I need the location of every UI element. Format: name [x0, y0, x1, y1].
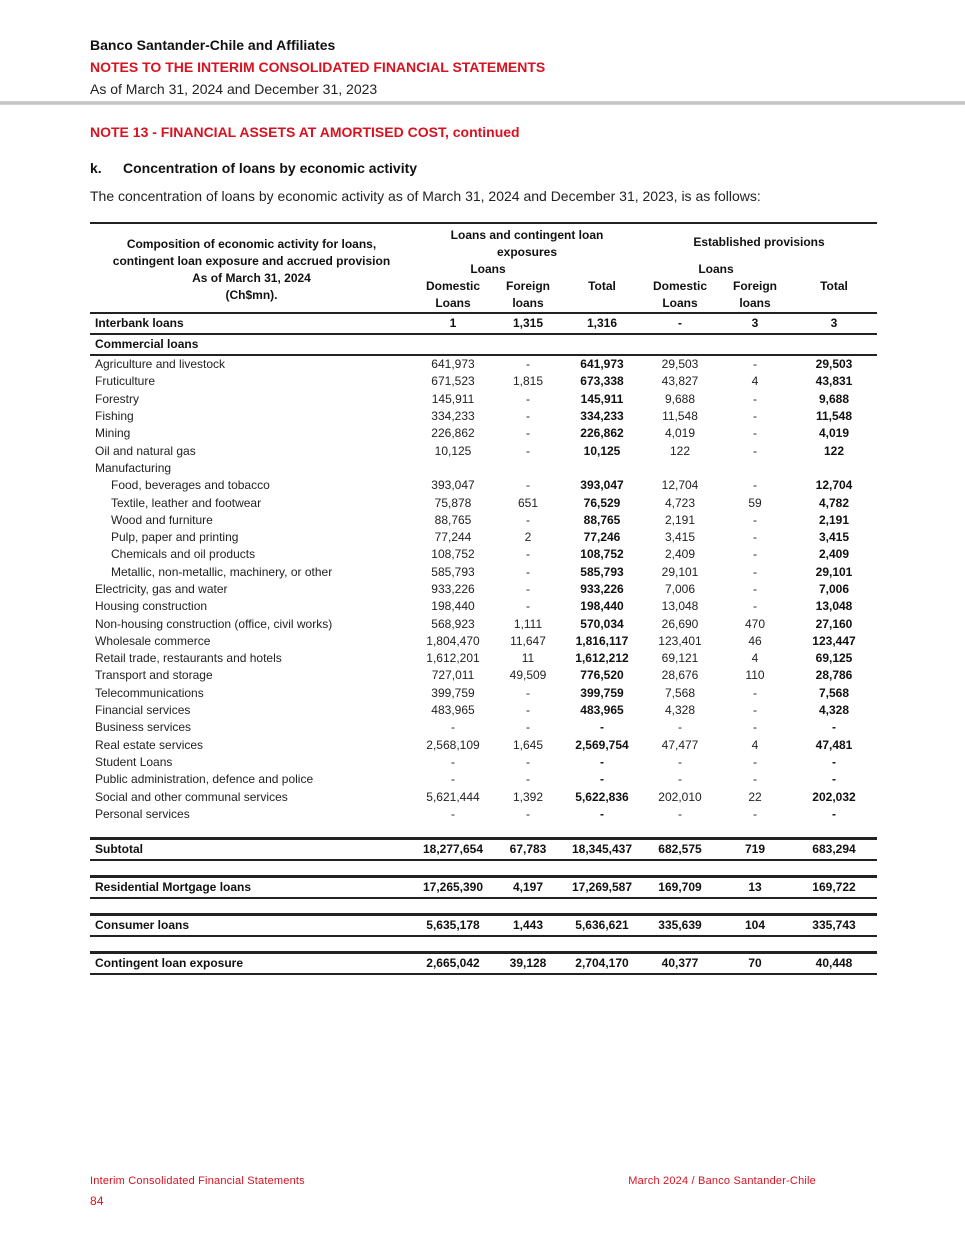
row-spacer [90, 860, 877, 877]
table-row [90, 494, 877, 511]
section-letter: k. [90, 160, 102, 176]
cell: 47,481 [815, 737, 853, 752]
cell: 470 [744, 616, 766, 631]
row-label: Manufacturing [95, 460, 172, 475]
row-label: Consumer loans [90, 915, 413, 937]
cell: - [526, 391, 530, 406]
cell: 4,723 [664, 495, 696, 510]
cell: 1,804,470 [426, 633, 480, 648]
row-spacer [90, 823, 877, 839]
corner-header-line: Composition of economic activity for loans, [126, 237, 377, 251]
cell: 585,793 [580, 564, 624, 579]
cell: 4 [751, 374, 759, 389]
cell: 393,047 [431, 478, 475, 493]
cell: 13,048 [815, 599, 853, 614]
col-header-line2: Loans [435, 296, 471, 310]
cell: 108,752 [431, 547, 475, 562]
table-row [90, 719, 877, 736]
section-heading [90, 160, 417, 176]
corner-header [90, 223, 413, 313]
cell: 2,409 [664, 547, 696, 562]
cell: - [526, 409, 530, 424]
header-divider [0, 101, 965, 105]
cell: 77,246 [583, 530, 621, 545]
cell: - [753, 720, 757, 735]
cell: 682,575 [641, 839, 719, 861]
cell: 334,233 [431, 409, 475, 424]
corner-header-line: As of March 31, 2024 [192, 271, 311, 285]
col-header-line2 [563, 295, 641, 313]
cell: 776,520 [580, 668, 624, 683]
cell: 568,923 [431, 616, 475, 631]
cell: - [753, 426, 757, 441]
cell: 4 [751, 737, 759, 752]
corner-header-line: contingent loan exposure and accrued provision [112, 254, 391, 268]
cell: 641,973 [580, 357, 624, 372]
row-label: Textile, leather and footwear [111, 495, 262, 510]
cell: - [526, 512, 530, 527]
row-label: Fruticulture [95, 374, 156, 389]
cell: 110 [745, 668, 765, 683]
cell [641, 460, 719, 477]
row-label: Student Loans [95, 754, 173, 769]
table-row [90, 754, 877, 771]
table-row [90, 633, 877, 650]
row-spacer [90, 936, 877, 953]
cell: 1,612,212 [575, 651, 629, 666]
row-label: Public administration, defence and police [95, 772, 314, 787]
cell: 122 [669, 443, 691, 458]
cell: - [451, 754, 455, 769]
row-label: Commercial loans [90, 334, 413, 355]
cell: 5,636,621 [563, 915, 641, 937]
table-row [90, 373, 877, 390]
table-row [90, 650, 877, 667]
cell: 18,345,437 [563, 839, 641, 861]
col-header-line2: Loans [662, 296, 698, 310]
cell: 671,523 [431, 374, 475, 389]
cell: 13,048 [661, 599, 699, 614]
cell: - [526, 806, 530, 821]
col-header-line2 [791, 295, 877, 313]
col-header-total: Total [588, 279, 616, 293]
cell: - [753, 443, 757, 458]
cell: - [451, 806, 455, 821]
commercial-header-row [90, 334, 877, 355]
cell: 9,688 [818, 391, 850, 406]
table-body [90, 313, 877, 974]
cell: - [753, 806, 757, 821]
cell: 108,752 [580, 547, 624, 562]
cell: 399,759 [431, 685, 475, 700]
cell: 76,529 [583, 495, 621, 510]
cell: 483,965 [580, 703, 624, 718]
loan-concentration-table [90, 222, 877, 975]
row-label: Personal services [95, 806, 190, 821]
cell: 334,233 [580, 409, 624, 424]
corner-header-line: (Ch$mn). [225, 288, 278, 302]
col-header-line2: loans [512, 296, 544, 310]
cell: 18,277,654 [413, 839, 493, 861]
footer-right: March 2024 / Banco Santander-Chile [628, 1175, 816, 1187]
row-label: Wood and furniture [111, 512, 213, 527]
cell: 1,612,201 [426, 651, 480, 666]
row-label: Transport and storage [95, 668, 213, 683]
col-header-domestic: Domestic [425, 279, 481, 293]
row-label: Food, beverages and tobacco [111, 478, 270, 493]
cell: - [526, 547, 530, 562]
row-label: Housing construction [95, 599, 208, 614]
cell: - [753, 478, 757, 493]
cell: 4,328 [664, 703, 696, 718]
cell: 7,006 [664, 582, 696, 596]
cell: 7,568 [664, 685, 696, 700]
cell: - [832, 772, 836, 787]
cell: 26,690 [661, 616, 699, 631]
cell: 2,191 [664, 512, 696, 527]
table-row [90, 771, 877, 788]
cell: 9,688 [664, 391, 696, 406]
cell: 2,569,754 [575, 737, 629, 752]
cell: - [753, 599, 757, 614]
cell: 29,503 [815, 357, 853, 372]
cell: 5,621,444 [426, 789, 480, 804]
cell: 12,704 [661, 478, 699, 493]
footer-left: Interim Consolidated Financial Statements [90, 1175, 305, 1187]
cell: 226,862 [431, 426, 475, 441]
cell: 585,793 [431, 564, 475, 579]
cell: - [641, 313, 719, 334]
cell: 683,294 [791, 839, 877, 861]
cell: 69,121 [661, 651, 699, 666]
cell: 29,503 [661, 357, 699, 372]
col-header-foreign: Foreign [733, 279, 777, 293]
table-row [90, 460, 877, 477]
cell: - [526, 772, 530, 787]
cell: 4,328 [818, 703, 850, 718]
cell: 202,010 [658, 789, 702, 804]
cell: - [753, 772, 757, 787]
cell: - [600, 806, 604, 821]
cell: 11 [521, 651, 535, 666]
cell: 11,647 [510, 633, 546, 648]
cell: 1,316 [563, 313, 641, 334]
cell: - [526, 599, 530, 614]
cell: - [753, 582, 757, 596]
period-text: As of March 31, 2024 and December 31, 2023 [90, 81, 378, 97]
cell: - [451, 720, 455, 735]
cell: - [753, 512, 757, 527]
cell: 12,704 [815, 478, 853, 493]
table-row [90, 806, 877, 823]
cell: 4,019 [664, 426, 696, 441]
row-label: Chemicals and oil products [111, 547, 256, 562]
intro-paragraph: The concentration of loans by economic activity as of March 31, 2024 and December 31, 2023, is as follows: [90, 188, 761, 204]
cell: - [526, 443, 530, 458]
table-row [90, 355, 877, 373]
summary-row [90, 839, 877, 861]
cell: 5,622,836 [575, 789, 629, 804]
cell: 88,765 [583, 512, 621, 527]
cell: 2,665,042 [413, 953, 493, 975]
row-label: Metallic, non-metallic, machinery, or other [111, 564, 333, 579]
row-label: Electricity, gas and water [95, 582, 228, 596]
row-label: Social and other communal services [95, 789, 288, 804]
cell: 651 [517, 495, 539, 510]
row-label: Telecommunications [95, 685, 204, 700]
row-label: Non-housing construction (office, civil works) [95, 616, 333, 631]
cell: 2,568,109 [426, 737, 480, 752]
cell: - [753, 409, 757, 424]
cell: - [753, 564, 757, 579]
cell: 27,160 [815, 616, 853, 631]
cell: 2,409 [818, 547, 850, 562]
cell: 335,639 [641, 915, 719, 937]
cell: - [526, 564, 530, 579]
cell: 40,377 [641, 953, 719, 975]
row-label: Fishing [95, 409, 134, 424]
cell: 2,704,170 [563, 953, 641, 975]
cell: 1,443 [493, 915, 563, 937]
cell: - [526, 685, 530, 700]
col-header-domestic: Domestic [652, 279, 708, 293]
cell: 49,509 [509, 668, 547, 683]
cell: 399,759 [580, 685, 624, 700]
cell: 933,226 [580, 582, 624, 596]
cell: - [678, 772, 682, 787]
table-row [90, 425, 877, 442]
cell [563, 460, 641, 477]
cell: - [678, 806, 682, 821]
cell: 29,101 [815, 564, 853, 579]
row-label: Oil and natural gas [95, 443, 196, 458]
col-header-foreign: Foreign [506, 279, 550, 293]
summary-row [90, 877, 877, 899]
cell: 17,269,587 [563, 877, 641, 899]
row-label: Mining [95, 426, 131, 441]
cell: 483,965 [431, 703, 475, 718]
table-row [90, 512, 877, 529]
cell: 145,911 [580, 391, 624, 406]
cell [413, 460, 493, 477]
cell: - [451, 772, 455, 787]
cell: - [678, 720, 682, 735]
table-row [90, 391, 877, 408]
cell: 4,197 [493, 877, 563, 899]
cell: - [753, 685, 757, 700]
cell: 59 [748, 495, 762, 510]
cell: 39,128 [493, 953, 563, 975]
cell: - [526, 703, 530, 718]
cell: 169,709 [641, 877, 719, 899]
table-row [90, 442, 877, 459]
table-row [90, 477, 877, 494]
row-label: Interbank loans [90, 313, 413, 334]
cell: - [526, 426, 530, 441]
cell: 4 [751, 651, 759, 666]
summary-row [90, 953, 877, 975]
cell: 123,447 [812, 633, 856, 648]
cell: 10,125 [583, 443, 621, 458]
cell: - [526, 754, 530, 769]
cell: 28,786 [815, 668, 853, 683]
row-label: Real estate services [95, 737, 204, 752]
cell: - [600, 754, 604, 769]
cell: - [526, 478, 530, 493]
cell: 335,743 [791, 915, 877, 937]
row-label: Retail trade, restaurants and hotels [95, 651, 282, 666]
row-label: Residential Mortgage loans [90, 877, 413, 899]
row-label: Forestry [95, 391, 140, 406]
cell: 2,191 [818, 512, 850, 527]
cell: 1,315 [493, 313, 563, 334]
table-row [90, 546, 877, 563]
interbank-row [90, 313, 877, 334]
group-header-provisions: Established provisions [641, 223, 877, 261]
col-header-line2: loans [739, 296, 771, 310]
cell: 28,676 [661, 668, 699, 683]
notes-title: NOTES TO THE INTERIM CONSOLIDATED FINANCIAL STATEMENTS [90, 59, 546, 75]
cell: 4,019 [818, 426, 850, 441]
cell: 198,440 [431, 599, 475, 614]
cell: 673,338 [580, 374, 624, 389]
col-header-total: Total [820, 279, 848, 293]
cell: 40,448 [791, 953, 877, 975]
table-row [90, 737, 877, 754]
table-row [90, 685, 877, 702]
cell: 226,862 [580, 426, 624, 441]
cell: 43,831 [815, 374, 853, 389]
company-name: Banco Santander-Chile and Affiliates [90, 37, 336, 53]
cell: 3,415 [664, 530, 696, 545]
cell: 202,032 [812, 789, 856, 804]
cell: 46 [748, 633, 762, 648]
cell: 1,111 [513, 616, 543, 631]
cell: - [753, 703, 757, 718]
cell: - [753, 357, 757, 372]
cell: - [526, 357, 530, 372]
table-row [90, 564, 877, 581]
cell: 7,006 [818, 582, 850, 596]
cell: - [753, 754, 757, 769]
cell: 88,765 [434, 512, 472, 527]
cell: 104 [719, 915, 791, 937]
subgroup-header-loans: Loans [470, 262, 506, 276]
row-label: Business services [95, 720, 192, 735]
cell: 198,440 [580, 599, 624, 614]
cell: - [753, 530, 757, 545]
cell: 570,034 [580, 616, 624, 631]
cell: - [600, 720, 604, 735]
cell: - [832, 806, 836, 821]
group-header-label: Loans and contingent loan exposures [450, 228, 604, 259]
cell: - [753, 391, 757, 406]
cell: 75,878 [434, 495, 472, 510]
row-label: Pulp, paper and printing [111, 530, 239, 545]
cell: - [753, 547, 757, 562]
cell: 1,645 [512, 737, 544, 752]
cell: 11,548 [662, 409, 698, 424]
cell: 77,244 [434, 530, 472, 545]
cell: 43,827 [661, 374, 699, 389]
cell [791, 460, 877, 477]
group-header-loans-exposures [413, 223, 641, 261]
cell: 727,011 [431, 668, 475, 683]
page-header [90, 34, 545, 100]
table-row [90, 615, 877, 632]
cell: - [832, 720, 836, 735]
table-row [90, 667, 877, 684]
row-label: Contingent loan exposure [90, 953, 413, 975]
cell: 29,101 [661, 564, 699, 579]
cell: 1,816,117 [575, 633, 629, 648]
cell: 393,047 [580, 478, 624, 493]
cell: 1,392 [512, 789, 544, 804]
cell: 1,815 [512, 374, 544, 389]
summary-row [90, 915, 877, 937]
table-row [90, 702, 877, 719]
cell: 10,125 [434, 443, 472, 458]
table-row [90, 598, 877, 615]
cell: 641,973 [431, 357, 475, 372]
cell: 122 [823, 443, 845, 458]
cell: 47,477 [661, 737, 699, 752]
cell: 17,265,390 [413, 877, 493, 899]
cell: 169,722 [791, 877, 877, 899]
cell: 719 [719, 839, 791, 861]
table-row [90, 581, 877, 598]
row-label: Subtotal [90, 839, 413, 861]
cell: 22 [748, 789, 762, 804]
subgroup-header-loans: Loans [698, 262, 734, 276]
table-row [90, 408, 877, 425]
cell: - [678, 754, 682, 769]
row-spacer [90, 898, 877, 915]
note-title: NOTE 13 - FINANCIAL ASSETS AT AMORTISED COST, continued [90, 124, 520, 140]
cell: - [526, 582, 530, 596]
cell: 145,911 [431, 391, 475, 406]
cell: 3 [719, 313, 791, 334]
cell [493, 460, 563, 477]
cell: - [832, 754, 836, 769]
cell: - [600, 772, 604, 787]
cell: 11,548 [815, 409, 853, 424]
cell: 1 [413, 313, 493, 334]
row-label: Financial services [95, 703, 191, 718]
row-label: Wholesale commerce [95, 633, 211, 648]
cell: - [526, 720, 530, 735]
cell: 4,782 [818, 495, 850, 510]
row-label: Agriculture and livestock [95, 357, 226, 372]
cell: 13 [719, 877, 791, 899]
table-row [90, 529, 877, 546]
section-title: Concentration of loans by economic activity [123, 160, 418, 176]
cell: 70 [719, 953, 791, 975]
cell: 5,635,178 [413, 915, 493, 937]
page-number: 84 [90, 1194, 104, 1208]
cell: 3,415 [818, 530, 850, 545]
cell [719, 460, 791, 477]
cell: 69,125 [815, 651, 853, 666]
cell: 2 [524, 530, 532, 545]
table-row [90, 788, 877, 805]
cell: 123,401 [658, 633, 702, 648]
cell: 933,226 [431, 582, 475, 596]
cell: 3 [791, 313, 877, 334]
cell: 7,568 [818, 685, 850, 700]
cell: 67,783 [493, 839, 563, 861]
